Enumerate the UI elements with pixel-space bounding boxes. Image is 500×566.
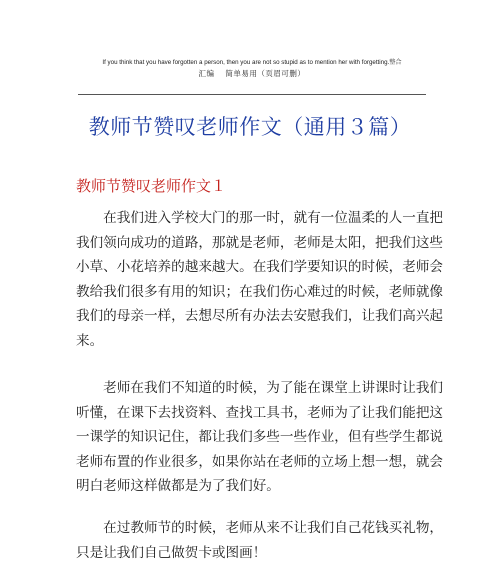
- text-line: 小草、小花培养的越来越大。在我们学要知识的时候，老师会: [76, 259, 444, 275]
- text-line: 在过教师节的时候，老师从来不让我们自己花钱买礼物，: [76, 520, 444, 536]
- text-line: 听懂，在课下去找资料、查找工具书，老师为了让我们能把这: [76, 404, 444, 421]
- text-line: 在我们进入学校大门的那一时，就有一位温柔的人一直把: [76, 210, 444, 226]
- text-line: 一课学的知识记住，都让我们多些一些作业，但有些学生都说: [76, 429, 444, 445]
- text-line: 只是让我们自己做贺卡或图画！: [76, 544, 267, 561]
- paragraph-3: [76, 516, 444, 565]
- text-line: 明白老师这样做都是为了我们好。: [76, 478, 280, 494]
- text-line: 教给我们很多有用的知识；在我们伤心难过的时候，老师就像: [76, 283, 444, 300]
- header-quote: If you think that you have forgotten a person, then you are not so stupid as to mention her with forgetting.: [102, 59, 390, 66]
- paragraph-1: [76, 206, 444, 353]
- text-line: 老师布置的作业很多，如果你站在老师的立场上想一想，就会: [76, 453, 444, 470]
- section-title: 教师节赞叹老师作文１: [76, 177, 227, 195]
- text-line: 来。: [76, 332, 104, 349]
- header-divider: [78, 94, 426, 95]
- header-tail: 整合: [389, 59, 402, 66]
- header-subline: 汇编 简单易用（页眉可删）: [198, 69, 306, 78]
- page-header: [78, 58, 426, 81]
- text-line: 我们的母亲一样，去想尽所有办法去安慰我们，让我们高兴起: [76, 308, 444, 324]
- document-title: 教师节赞叹老师作文（通用３篇）: [88, 115, 412, 139]
- text-line: 老师在我们不知道的时候，为了能在课堂上讲课时让我们: [76, 380, 444, 396]
- paragraph-2: [76, 376, 444, 499]
- text-line: 我们领向成功的道路，那就是老师，老师是太阳，把我们这些: [76, 234, 444, 251]
- header-quote-line: [78, 58, 426, 67]
